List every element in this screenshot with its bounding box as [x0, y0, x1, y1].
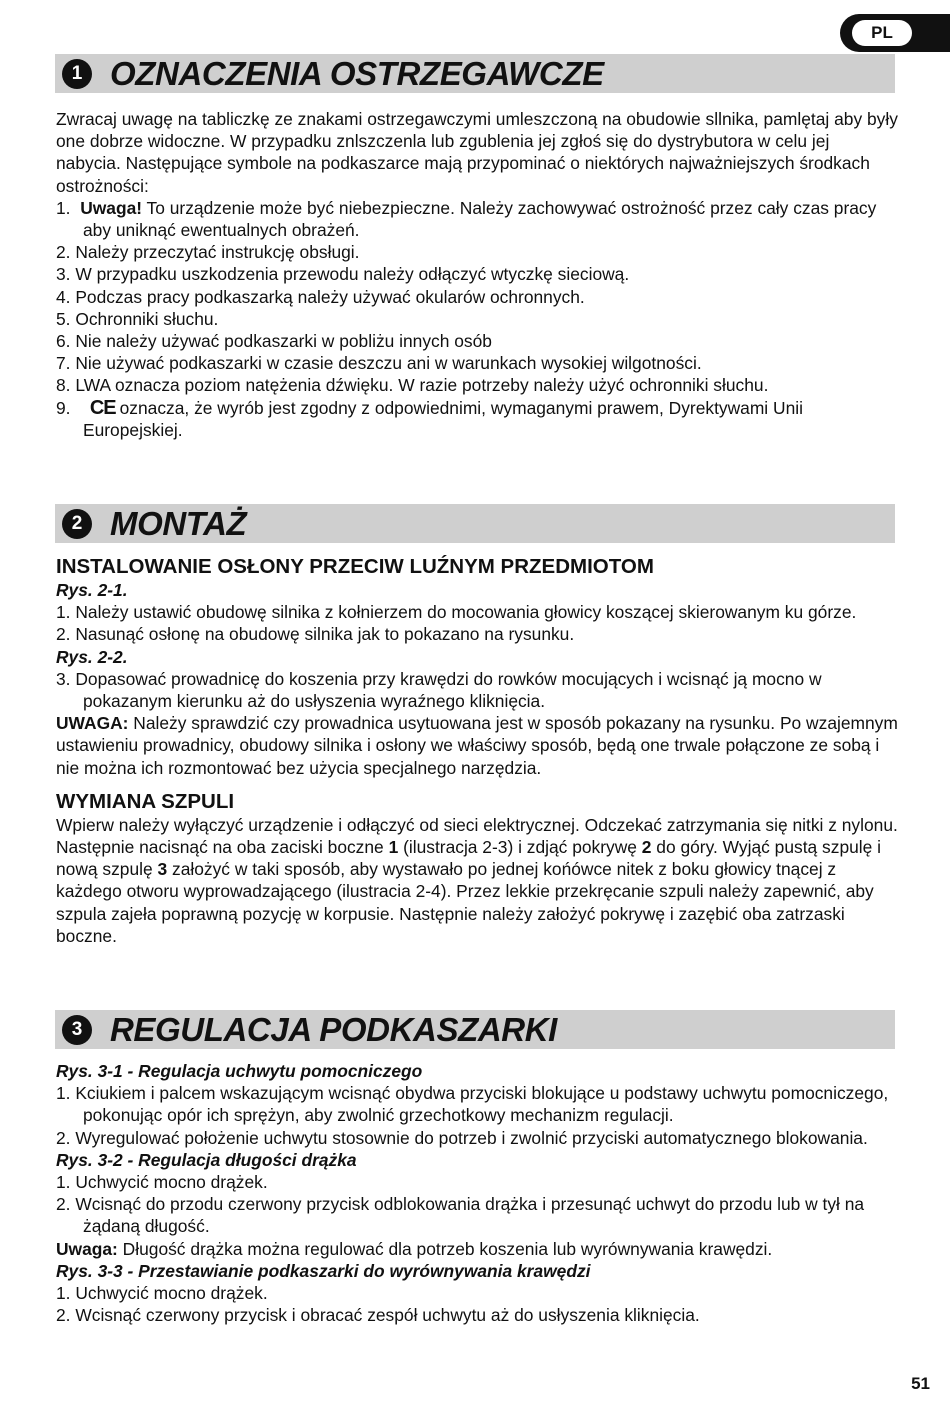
s1-item-1-bold: Uwaga! — [80, 197, 143, 218]
section-2-header — [55, 504, 895, 543]
s2-spool-paragraph — [56, 814, 898, 947]
s2-step-2: 2. Nasunąć osłonę na obudowę silnika jak to pokazano na rysunku. — [56, 624, 575, 645]
s2-spool-text-a: Wpierw należy wyłączyć urządzenie i odłączyć od sieci elektrycznej. Odczekać zatrzymania się nitki z nylonu. Następnie nacisnąć na oba zaciski boczne — [56, 814, 898, 858]
s2-spool-text-c: do góry. Wyjąć pustą szpulę i nową szpulę — [56, 837, 882, 880]
s2-spool-ref-2: 2 — [641, 837, 652, 858]
s2-note-label: UWAGA: — [56, 713, 129, 734]
s1-item-9-text: oznacza, że wyrób jest zgodny z odpowiednimi, wymaganymi prawem, Dyrektywami Unii Europejskiej. — [83, 397, 803, 440]
s2-fig-2-1: Rys. 2-1. — [56, 580, 128, 600]
s1-item-1 — [56, 197, 898, 241]
s1-item-1-num: 1. — [56, 197, 71, 218]
s1-item-9 — [56, 397, 898, 441]
s1-item-4: 4. Podczas pracy podkaszarką należy używać okularów ochronnych. — [56, 286, 585, 307]
s1-item-7: 7. Nie używać podkaszarki w czasie deszczu ani w warunkach wysokiej wilgotności. — [56, 353, 702, 374]
s2-spool-text-d: założyć w taki sposób, aby wystawało po jednej końówce nitek z boku głowicy tnącej z każdego otworu wyprowadzającego (ilustracia 2-4). Przez lekkie przekręcanie szpuli należy zapewnić, aby szpula zajeła poprawną pozycję w korpusie. Następnie należy założyć pokrywę i zazębić oba zatrzaski boczne. — [56, 859, 874, 946]
s2-spool-ref-3: 3 — [157, 859, 168, 880]
s1-item-9-num: 9. — [56, 397, 71, 418]
s3-b-step-2: 2. Wcisnąć do przodu czerwony przycisk odblokowania drążka i przesunąć uchwyt do przodu lub w tył na żądaną długość. — [56, 1194, 865, 1237]
s2-note — [56, 712, 898, 779]
s1-item-5: 5. Ochronniki słuchu. — [56, 308, 219, 329]
section-1-title: OZNACZENIA OSTRZEGAWCZE — [110, 54, 604, 92]
section-3-header — [55, 1010, 895, 1049]
section-2-number: 2 — [62, 509, 92, 539]
s2-step-1: 1. Należy ustawić obudowę silnika z kołnierzem do mocowania głowicy koszącej skierowanym ku górze. — [56, 602, 857, 623]
section-2-body — [56, 555, 898, 947]
s2-subheading-guard: INSTALOWANIE OSŁONY PRZECIW LUŹNYM PRZEDMIOTOM — [56, 555, 654, 578]
s1-item-8: 8. LWA oznacza poziom natężenia dźwięku. W razie potrzeby należy użyć ochronniki słuchu. — [56, 375, 769, 396]
s3-c-step-1: 1. Uchwycić mocno drążek. — [56, 1283, 268, 1304]
s3-c-step-2: 2. Wcisnąć czerwony przycisk i obracać zespół uchwytu aż do usłyszenia kliknięcia. — [56, 1305, 700, 1326]
s3-note-label: Uwaga: — [56, 1238, 118, 1259]
s3-fig-3-2: Rys. 3-2 - Regulacja długości drążka — [56, 1149, 357, 1170]
s2-spool-text-b: (ilustracja 2-3) i zdjąć pokrywę — [398, 837, 642, 858]
section-3-body — [56, 1060, 898, 1326]
s2-fig-2-2: Rys. 2-2. — [56, 646, 128, 667]
s3-a-step-1: 1. Kciukiem i palcem wskazującym wcisnąć obydwa przyciski blokujące u podstawy uchwytu pomocniczego, pokonując opór ich sprężyn, aby zwolnić grzechotkowy mechanizm regulacji. — [56, 1083, 889, 1126]
s1-item-3: 3. W przypadku uszkodzenia przewodu należy odłączyć wtyczkę sieciową. — [56, 264, 630, 285]
s2-note-text: Należy sprawdzić czy prowadnica usytuowana jest w sposób pokazany na rysunku. Po wzajemnym ustawieniu prowadnicy, obudowy silnika i osłony we właściwy sposób, będą one trwale połączone ze sobą i nie można ich rozmontować bez użycia specjalnego narzędzia. — [56, 713, 898, 778]
language-badge: PL — [852, 20, 912, 46]
section-1-header — [55, 54, 895, 93]
s3-fig-3-1: Rys. 3-1 - Regulacja uchwytu pomocniczego — [56, 1061, 423, 1081]
section-3-title: REGULACJA PODKASZARKI — [110, 1010, 557, 1048]
ce-mark-icon: CE — [89, 396, 116, 419]
s1-item-6: 6. Nie należy używać podkaszarki w pobliżu innych osób — [56, 331, 492, 352]
section-1-number: 1 — [62, 59, 92, 89]
section-3-number: 3 — [62, 1015, 92, 1045]
s3-fig-3-3: Rys. 3-3 - Przestawianie podkaszarki do wyrównywania krawędzi — [56, 1260, 591, 1281]
s3-a-step-2: 2. Wyregulować położenie uchwytu stosownie do potrzeb i zwolnić przyciski automatycznego blokowania. — [56, 1127, 868, 1148]
language-tab — [840, 14, 950, 52]
s2-subheading-spool: WYMIANA SZPULI — [56, 789, 235, 813]
s3-note — [56, 1238, 898, 1260]
s1-item-1-text: To urządzenie może być niebezpieczne. Należy zachowywać ostrożność przez cały czas pracy aby uniknąć ewentualnych obrażeń. — [83, 197, 877, 241]
s1-item-2: 2. Należy przeczytać instrukcję obsługi. — [56, 242, 360, 263]
section-1-body — [56, 108, 898, 441]
page-number: 51 — [911, 1374, 930, 1393]
s3-note-text: Długość drążka można regulować dla potrzeb koszenia lub wyrównywania krawędzi. — [117, 1238, 773, 1259]
s2-step-3: 3. Dopasować prowadnicę do koszenia przy krawędzi do rowków mocujących i wcisnąć ją mocno w pokazanym kierunku aż do usłyszenia wyraźnego kliknięcia. — [56, 668, 822, 712]
s1-intro: Zwracaj uwagę na tabliczkę ze znakami ostrzegawczymi umleszczoną na obudowie sllnika, pamlętaj aby były one dobrze widoczne. W przypadku znlszczenla lub zgublenia jej zgłoś się do dystrybutora w celu jej nabycia. Następujące symbole na podkaszarce mają przypominać o niektórych najważniejszych środkach ostrożności: — [56, 109, 898, 196]
section-2-title: MONTAŻ — [110, 504, 247, 542]
s3-b-step-1: 1. Uchwycić mocno drążek. — [56, 1172, 268, 1193]
s2-spool-ref-1: 1 — [388, 837, 399, 858]
